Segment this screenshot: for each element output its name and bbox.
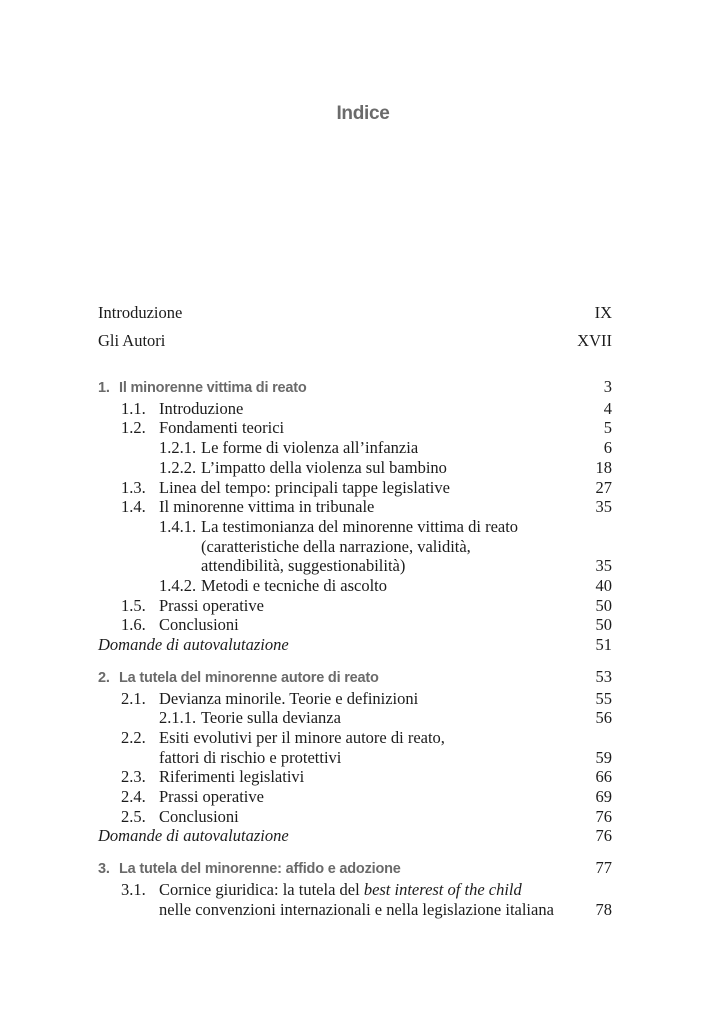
toc-entry-gli-autori[interactable] bbox=[98, 330, 612, 358]
page-number: 50 bbox=[595, 595, 612, 615]
entry-title-italic: best interest of the child bbox=[363, 879, 522, 899]
entry-title: L’impatto della violenza sul bambino bbox=[201, 457, 447, 477]
page-number: 6 bbox=[603, 438, 612, 458]
page-number: 50 bbox=[595, 615, 612, 635]
chapter-3-heading[interactable] bbox=[98, 858, 612, 880]
entry-title-continued: (caratteristiche della narrazione, validità, bbox=[201, 536, 471, 556]
section-number: 1.2. bbox=[121, 418, 146, 438]
toc-entry-introduzione[interactable] bbox=[98, 302, 612, 330]
section-number: 1.1. bbox=[121, 398, 146, 418]
section-number: 1.5. bbox=[121, 595, 146, 615]
chapter-number: 1. bbox=[98, 380, 110, 396]
page-number: 76 bbox=[595, 806, 612, 826]
page-number: 51 bbox=[595, 635, 612, 655]
toc-entry-1-4-1-cont[interactable] bbox=[98, 556, 612, 576]
page-number: 56 bbox=[595, 708, 612, 728]
entry-title-continued: fattori di rischio e protettivi bbox=[159, 747, 342, 767]
toc-entry-2-1-1[interactable] bbox=[98, 708, 612, 728]
chapter-2-heading[interactable] bbox=[98, 667, 612, 689]
section-number: 2.4. bbox=[121, 787, 146, 807]
page-number: 35 bbox=[595, 497, 612, 517]
entry-title: Teorie sulla devianza bbox=[201, 708, 341, 728]
entry-title: Domande di autovalutazione bbox=[98, 826, 289, 846]
page-number: 5 bbox=[603, 418, 612, 438]
entry-title-continued: attendibilità, suggestionabilità) bbox=[201, 556, 406, 576]
section-number: 2.1.1. bbox=[159, 708, 197, 728]
toc-entry-1-2[interactable] bbox=[98, 418, 612, 438]
section-number: 2.2. bbox=[121, 727, 146, 747]
page-title: Indice bbox=[336, 103, 390, 124]
page-number: 59 bbox=[595, 747, 612, 767]
toc-entry-1-2-1[interactable] bbox=[98, 438, 612, 458]
table-of-contents bbox=[98, 302, 612, 919]
page-number: 53 bbox=[595, 666, 612, 686]
entry-title: La testimonianza del minorenne vittima di reato bbox=[201, 516, 519, 536]
chapter-title: Il minorenne vittima di reato bbox=[119, 380, 307, 396]
chapter-title: La tutela del minorenne autore di reato bbox=[119, 669, 379, 686]
page-number: 55 bbox=[595, 688, 612, 708]
section-number: 1.6. bbox=[121, 615, 146, 635]
toc-entry-1-2-2[interactable] bbox=[98, 458, 612, 478]
section-number: 1.4.2. bbox=[159, 576, 197, 596]
toc-entry-1-5[interactable] bbox=[98, 596, 612, 616]
page-number: 3 bbox=[603, 377, 612, 396]
entry-title: Esiti evolutivi per il minore autore di reato, bbox=[159, 727, 445, 747]
toc-entry-2-5[interactable] bbox=[98, 807, 612, 827]
entry-title: Riferimenti legislativi bbox=[159, 767, 305, 787]
page-number: 18 bbox=[595, 457, 612, 477]
entry-title: Prassi operative bbox=[159, 595, 264, 615]
entry-title-continued: nelle convenzioni internazionali e nella legislazione italiana bbox=[159, 899, 554, 919]
entry-title: Fondamenti teorici bbox=[159, 418, 285, 438]
entry-title: Metodi e tecniche di ascolto bbox=[201, 576, 388, 596]
page-number: 27 bbox=[595, 477, 612, 497]
toc-entry-ch1-questions[interactable] bbox=[98, 635, 612, 655]
toc-entry-1-4-1[interactable] bbox=[98, 517, 612, 537]
page-number: 35 bbox=[595, 556, 612, 576]
page-number: 40 bbox=[595, 576, 612, 596]
entry-title: Prassi operative bbox=[159, 787, 264, 807]
page-number: 66 bbox=[595, 767, 612, 787]
entry-title: Gli Autori bbox=[98, 331, 166, 350]
chapter-title: La tutela del minorenne: affido e adozione bbox=[119, 861, 401, 878]
section-number: 2.3. bbox=[121, 767, 146, 787]
entry-title: Domande di autovalutazione bbox=[98, 635, 289, 655]
entry-title: Conclusioni bbox=[159, 806, 239, 826]
entry-title: Conclusioni bbox=[159, 615, 239, 635]
chapter-number: 2. bbox=[98, 669, 110, 686]
section-number: 1.2.1. bbox=[159, 438, 197, 458]
entry-title-prefix: Cornice giuridica: la tutela del bbox=[159, 879, 364, 899]
toc-entry-1-1[interactable] bbox=[98, 399, 612, 419]
toc-entry-3-1-cont[interactable] bbox=[98, 900, 612, 920]
toc-entry-ch2-questions[interactable] bbox=[98, 826, 612, 846]
toc-entry-2-2[interactable] bbox=[98, 728, 612, 748]
section-number: 1.4.1. bbox=[159, 516, 197, 536]
chapter-number: 3. bbox=[98, 861, 110, 878]
toc-entry-2-3[interactable] bbox=[98, 767, 612, 787]
entry-title: Linea del tempo: principali tappe legislative bbox=[159, 477, 450, 497]
page-number: XVII bbox=[577, 331, 612, 350]
toc-entry-1-6[interactable] bbox=[98, 615, 612, 635]
entry-title: Introduzione bbox=[159, 398, 244, 418]
page-number: 77 bbox=[595, 858, 612, 878]
toc-entry-1-4-1-cont[interactable] bbox=[98, 537, 612, 557]
toc-entry-1-4-2[interactable] bbox=[98, 576, 612, 596]
page-number: 76 bbox=[595, 826, 612, 846]
section-number: 1.3. bbox=[121, 477, 146, 497]
toc-entry-1-4[interactable] bbox=[98, 497, 612, 517]
chapter-1-heading[interactable] bbox=[98, 377, 612, 399]
toc-entry-2-4[interactable] bbox=[98, 787, 612, 807]
section-number: 2.5. bbox=[121, 806, 146, 826]
page-number: 4 bbox=[603, 398, 612, 418]
section-number: 3.1. bbox=[121, 879, 146, 899]
entry-title: Introduzione bbox=[98, 303, 183, 322]
section-number: 2.1. bbox=[121, 688, 146, 708]
section-number: 1.4. bbox=[121, 497, 146, 517]
page-number: 69 bbox=[595, 787, 612, 807]
toc-entry-3-1[interactable] bbox=[98, 880, 612, 900]
toc-entry-1-3[interactable] bbox=[98, 478, 612, 498]
entry-title: Devianza minorile. Teorie e definizioni bbox=[159, 688, 419, 708]
section-number: 1.2.2. bbox=[159, 457, 197, 477]
entry-title: Il minorenne vittima in tribunale bbox=[159, 497, 375, 517]
toc-entry-2-1[interactable] bbox=[98, 689, 612, 709]
toc-entry-2-2-cont[interactable] bbox=[98, 748, 612, 768]
entry-title: Le forme di violenza all’infanzia bbox=[201, 438, 419, 458]
page-number: 78 bbox=[595, 899, 612, 919]
page-number: IX bbox=[594, 303, 612, 322]
entry-title bbox=[159, 880, 582, 900]
